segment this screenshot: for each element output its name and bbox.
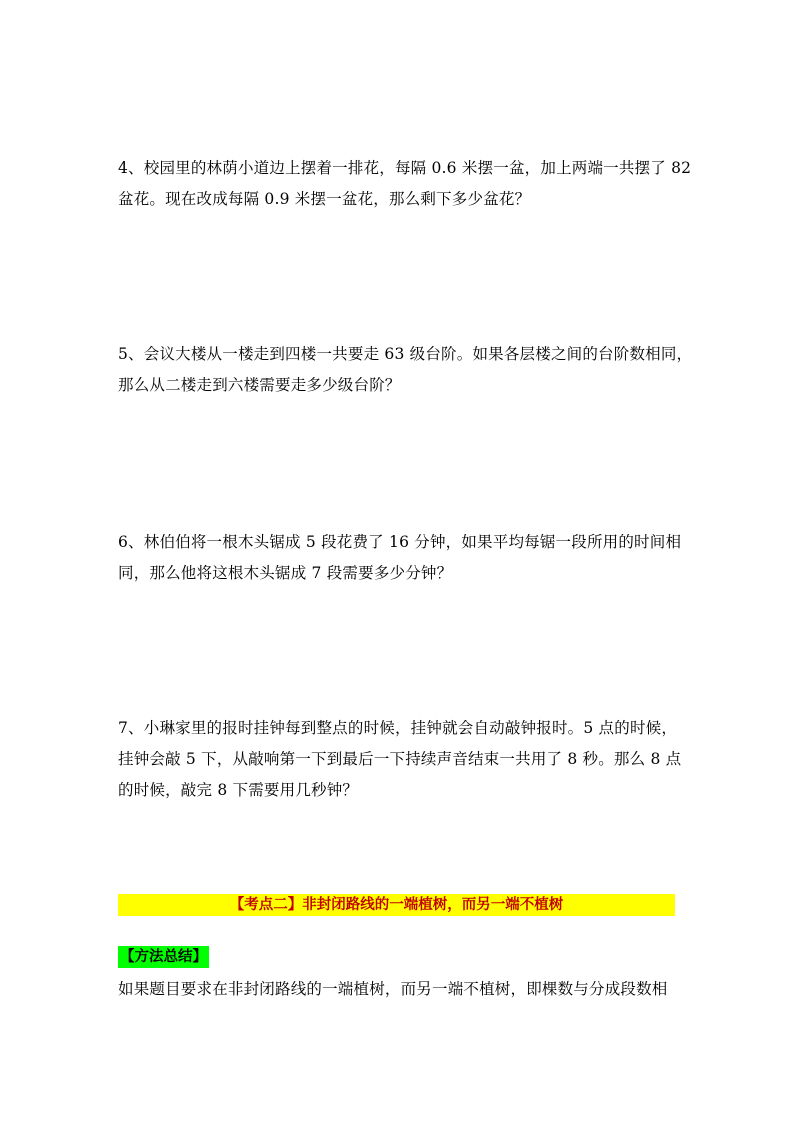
question-5 [118, 339, 693, 401]
question-4-line-2: 盆花。现在改成每隔 0.9 米摆一盆花，那么剩下多少盆花？ [118, 190, 531, 208]
question-7-line-2: 挂钟会敲 5 下，从敲响第一下到最后一下持续声音结束一共用了 8 秒。那么 8 点 [118, 750, 682, 768]
question-6-line-1: 6、林伯伯将一根木头锯成 5 段花费了 16 分钟，如果平均每锯一段所用的时间相 [118, 533, 682, 551]
question-6 [118, 527, 682, 589]
question-5-line-1: 5、会议大楼从一楼走到四楼一共要走 63 级台阶。如果各层楼之间的台阶数相同， [118, 345, 693, 363]
question-4 [118, 153, 692, 215]
section-banner [118, 894, 675, 916]
question-7 [118, 713, 682, 806]
question-5-line-2: 那么从二楼走到六楼需要走多少级台阶？ [118, 376, 401, 394]
section-banner-title: 非封闭路线的一端植树，而另一端不植树 [302, 897, 564, 913]
question-4-line-1: 4、校园里的林荫小道边上摆着一排花，每隔 0.6 米摆一盆，加上两端一共摆了 82 [118, 159, 692, 177]
question-6-line-2: 同，那么他将这根木头锯成 7 段需要多少分钟？ [118, 564, 453, 582]
question-7-line-3: 的时候，敲完 8 下需要用几秒钟？ [118, 781, 359, 799]
method-summary-line-1: 如果题目要求在非封闭路线的一端植树，而另一端不植树，即棵数与分成段数相 [118, 980, 668, 998]
section-banner-bracket: 【考点二】 [229, 897, 303, 913]
method-summary-text [118, 974, 678, 1005]
question-7-line-1: 7、小琳家里的报时挂钟每到整点的时候，挂钟就会自动敲钟报时。5 点的时候， [118, 719, 678, 737]
method-summary-tag: 【方法总结】 [118, 946, 209, 968]
